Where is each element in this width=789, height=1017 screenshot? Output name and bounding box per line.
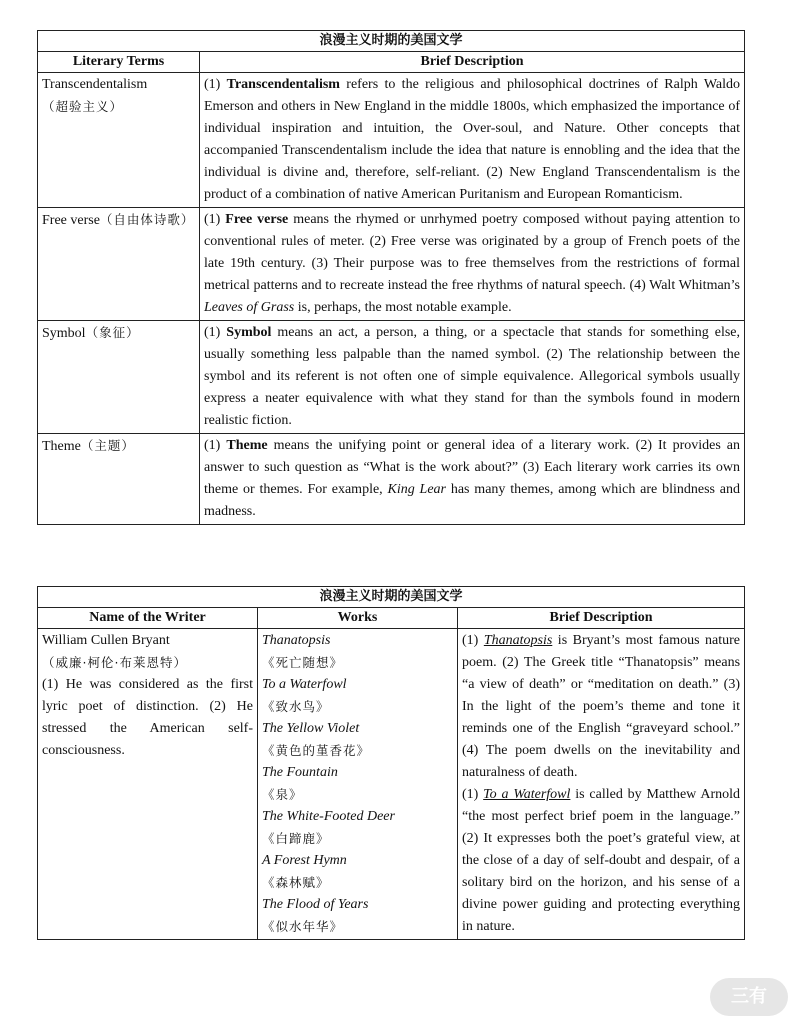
table-caption: 浪漫主义时期的美国文学 bbox=[38, 587, 745, 608]
literary-terms-table bbox=[37, 30, 745, 525]
term-name-zh: （主题） bbox=[80, 438, 135, 453]
term-name: Transcendentalism bbox=[42, 77, 148, 92]
term-bold: Theme bbox=[226, 438, 268, 453]
writer-cell bbox=[38, 629, 258, 940]
term-cell bbox=[38, 321, 200, 434]
term-bold: Free verse bbox=[225, 212, 289, 227]
description-cell bbox=[200, 208, 745, 321]
description-cell bbox=[458, 629, 745, 940]
work-title: To a Waterfowl bbox=[262, 677, 347, 692]
description-cell bbox=[200, 321, 745, 434]
description-text: has many themes, among which are blindness and madness. bbox=[204, 482, 740, 519]
table-row bbox=[38, 434, 745, 525]
term-bold: Transcendentalism bbox=[226, 77, 340, 92]
description-text: (1) bbox=[462, 633, 484, 648]
column-header-description: Brief Description bbox=[458, 608, 745, 629]
works-cell bbox=[258, 629, 458, 940]
work-title-zh: 《死亡随想》 bbox=[262, 655, 344, 670]
term-name: Symbol bbox=[42, 326, 86, 341]
term-cell bbox=[38, 73, 200, 208]
writer-name-zh: （威廉·柯伦·布莱恩特） bbox=[42, 655, 187, 670]
term-cell bbox=[38, 208, 200, 321]
work-description bbox=[462, 784, 740, 938]
description-text: (1) bbox=[204, 212, 226, 227]
term-cell bbox=[38, 434, 200, 525]
description-text: means the rhymed or unrhymed poetry composed without paying attention to conventional rules of meter. (2) Free verse was originated by a group of French poets of the late 19th century. (3) Their purpose was to free themselves from the restrictions of formal metrical patterns and to recreate instead the free rhythms of natural speech. (4) Walt Whitman’s bbox=[204, 212, 741, 293]
work-title-zh: 《泉》 bbox=[262, 787, 303, 802]
watermark-logo: 三有 bbox=[710, 978, 788, 1016]
description-cell bbox=[200, 73, 745, 208]
work-title: Thanatopsis bbox=[262, 633, 331, 648]
column-header-terms: Literary Terms bbox=[38, 52, 200, 73]
description-text: refers to the religious and philosophical doctrines of Ralph Waldo Emerson and others in New England in the middle 1800s, which emphasized the importance of individual inspiration and intuition, the Over-soul, and Nature. Other concepts that accompanied Transcendentalism include the idea that nature is ennobling and the idea that the individual is divine and, therefore, self-reliant. (2) New England Transcendentalism is the product of a combination of native American Puritanism and European Romanticism. bbox=[204, 77, 741, 202]
work-title-zh: 《似水年华》 bbox=[262, 919, 344, 934]
table-row bbox=[38, 208, 745, 321]
column-header-description: Brief Description bbox=[200, 52, 745, 73]
description-text: (1) bbox=[204, 77, 227, 92]
table-row bbox=[38, 73, 745, 208]
description-text: (1) bbox=[204, 325, 227, 340]
table-row bbox=[38, 629, 745, 940]
term-bold: Symbol bbox=[226, 325, 272, 340]
term-name-zh: （自由体诗歌） bbox=[99, 212, 195, 227]
description-text: is Bryant’s most famous nature poem. (2) The Greek title “Thanatopsis” means “a view of death” or “meditation on death.” (3) In the light of the poem’s theme and tone it reminds one of the English “graveyard school.” (4) The poem dwells on the inevitability and naturalness of death. bbox=[462, 633, 741, 780]
work-title: The Flood of Years bbox=[262, 897, 369, 912]
term-name: Free verse bbox=[42, 213, 100, 228]
work-title-italic: King Lear bbox=[387, 482, 446, 497]
work-title: The Fountain bbox=[262, 765, 338, 780]
work-title: A Forest Hymn bbox=[262, 853, 347, 868]
writer-note: (1) He was considered as the first lyric poet of distinction. (2) He stressed the American self-consciousness. bbox=[42, 677, 253, 758]
work-title: The White-Footed Deer bbox=[262, 809, 395, 824]
work-description bbox=[462, 630, 740, 784]
table-caption: 浪漫主义时期的美国文学 bbox=[38, 31, 745, 52]
work-title-underlined: Thanatopsis bbox=[483, 633, 553, 648]
work-title-zh: 《森林赋》 bbox=[262, 875, 330, 890]
work-title-underlined: To a Waterfowl bbox=[483, 787, 571, 802]
table-row bbox=[38, 321, 745, 434]
description-text: means the unifying point or general idea of a literary work. (2) It provides an answer to such question as “What is the work about?” (3) Each literary work carries its own theme or themes. For example, bbox=[204, 438, 741, 497]
description-text: (1) bbox=[204, 438, 227, 453]
work-title-italic: Leaves of Grass bbox=[204, 300, 295, 315]
description-cell bbox=[200, 434, 745, 525]
term-name-zh: （象征） bbox=[85, 325, 140, 340]
work-title-zh: 《黄色的堇香花》 bbox=[262, 743, 371, 758]
term-name: Theme bbox=[42, 439, 81, 454]
work-title-zh: 《致水鸟》 bbox=[262, 699, 330, 714]
column-header-writer: Name of the Writer bbox=[38, 608, 258, 629]
description-text: means an act, a person, a thing, or a spectacle that stands for something else, usually something less palpable than the named symbol. (2) The relationship between the symbol and its referent is not often one of simple equivalence. Allegorical symbols usually express a neater equivalence with what they stand for than the symbols found in modern realistic fiction. bbox=[204, 325, 741, 428]
work-title-zh: 《白蹄鹿》 bbox=[262, 831, 330, 846]
column-header-works: Works bbox=[258, 608, 458, 629]
description-text: is, perhaps, the most notable example. bbox=[294, 300, 512, 315]
literary-terms-body bbox=[38, 73, 745, 525]
writer-name: William Cullen Bryant bbox=[42, 633, 170, 648]
work-title: The Yellow Violet bbox=[262, 721, 360, 736]
description-text: (1) bbox=[462, 787, 484, 802]
writers-table bbox=[37, 586, 745, 940]
term-name-zh: （超验主义） bbox=[42, 99, 124, 114]
description-text: is called by Matthew Arnold “the most perfect brief poem in the language.” (2) It expresses both the poet’s grateful view, at the close of a day of self-doubt and despair, of a solitary bird on the horizon, and his sense of a divine power guiding and protecting everything in nature. bbox=[462, 787, 741, 934]
